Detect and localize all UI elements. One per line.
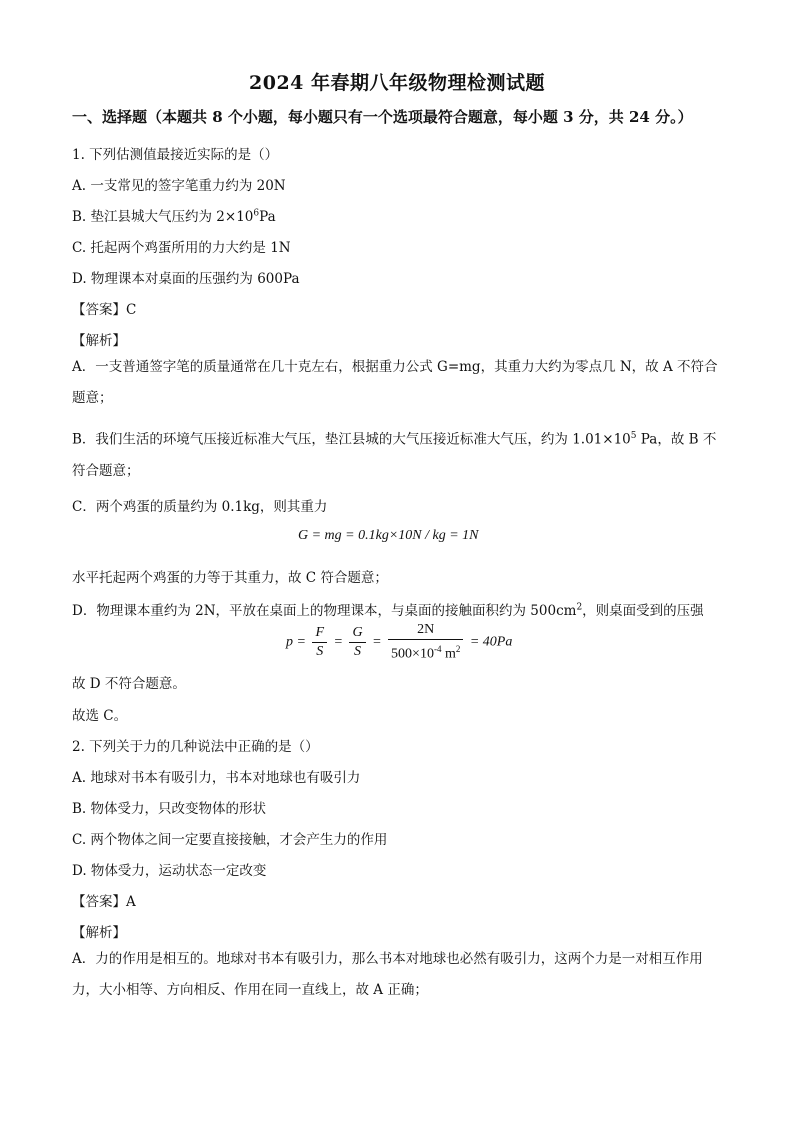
question-1-explanation-a: A．一支普通签字笔的质量通常在几十克左右，根据重力公式 G=mg，其重力大约为零点几 N，故 A 不符合题意； (72, 359, 718, 406)
question-1-explanation-c: C．两个鸡蛋的质量约为 0.1kg，则其重力 (72, 499, 328, 515)
question-1-explanation-d: D．物理课本重约为 2N，平放在桌面上的物理课本，与桌面的接触面积约为 $500cm^2$，则桌面受到的压强 (72, 602, 704, 619)
question-2-analysis-label: 【解析】 (72, 925, 126, 941)
question-2-explanation-a: A．力的作用是相互的。地球对书本有吸引力，那么书本对地球也必然有吸引力，这两个力是一对相互作用力，大小相等、方向相反、作用在同一直线上，故 A 正确； (72, 951, 703, 998)
question-1-stem: 1. 下列估测值最接近实际的是（） (72, 147, 279, 163)
question-1-choose: 故选 C。 (72, 708, 128, 724)
page-title: 2024 年春期八年级物理检测试题 (249, 72, 545, 94)
equation-pressure: p = $\frac{F}{S}$ = $\frac{G}{S}$ = $\frac{2N}{500\times 10^{-4} m^2}$ = 40Pa (286, 622, 513, 662)
question-1-explanation-c2: 水平托起两个鸡蛋的力等于其重力，故 C 符合题意； (72, 570, 388, 586)
question-2-stem: 2. 下列关于力的几种说法中正确的是（） (72, 739, 319, 755)
question-1-explanation-b: B．我们生活的环境气压接近标准大气压，垫江县城的大气压接近标准大气压，约为 $1.01\times 10^5$ Pa，故 B 不符合题意； (72, 431, 717, 479)
question-1-option-a: A. 一支常见的签字笔重力约为 20N (72, 178, 286, 194)
question-2-option-c: C. 两个物体之间一定要直接接触，才会产生力的作用 (72, 832, 388, 848)
question-1-conclusion-d: 故 D 不符合题意。 (72, 676, 186, 692)
section-heading: 一、选择题（本题共 8 个小题，每小题只有一个选项最符合题意，每小题 3 分，共 24 分。） (72, 108, 693, 126)
question-1-option-b: B. 垫江县城大气压约为 $2\times 10^6Pa$ (72, 208, 276, 225)
question-2-option-d: D. 物体受力，运动状态一定改变 (72, 863, 267, 879)
question-1-answer: 【答案】C (72, 302, 137, 318)
question-1-option-c: C. 托起两个鸡蛋所用的力大约是 1N (72, 240, 291, 256)
question-2-option-b: B. 物体受力，只改变物体的形状 (72, 801, 267, 817)
question-2-option-a: A. 地球对书本有吸引力，书本对地球也有吸引力 (72, 770, 361, 786)
question-1-analysis-label: 【解析】 (72, 333, 126, 349)
question-2-answer: 【答案】A (72, 894, 136, 910)
question-1-option-d: D. 物理课本对桌面的压强约为 600Pa (72, 271, 300, 287)
equation-gravity: G = mg = 0.1kg×10N / kg = 1N (298, 528, 479, 543)
